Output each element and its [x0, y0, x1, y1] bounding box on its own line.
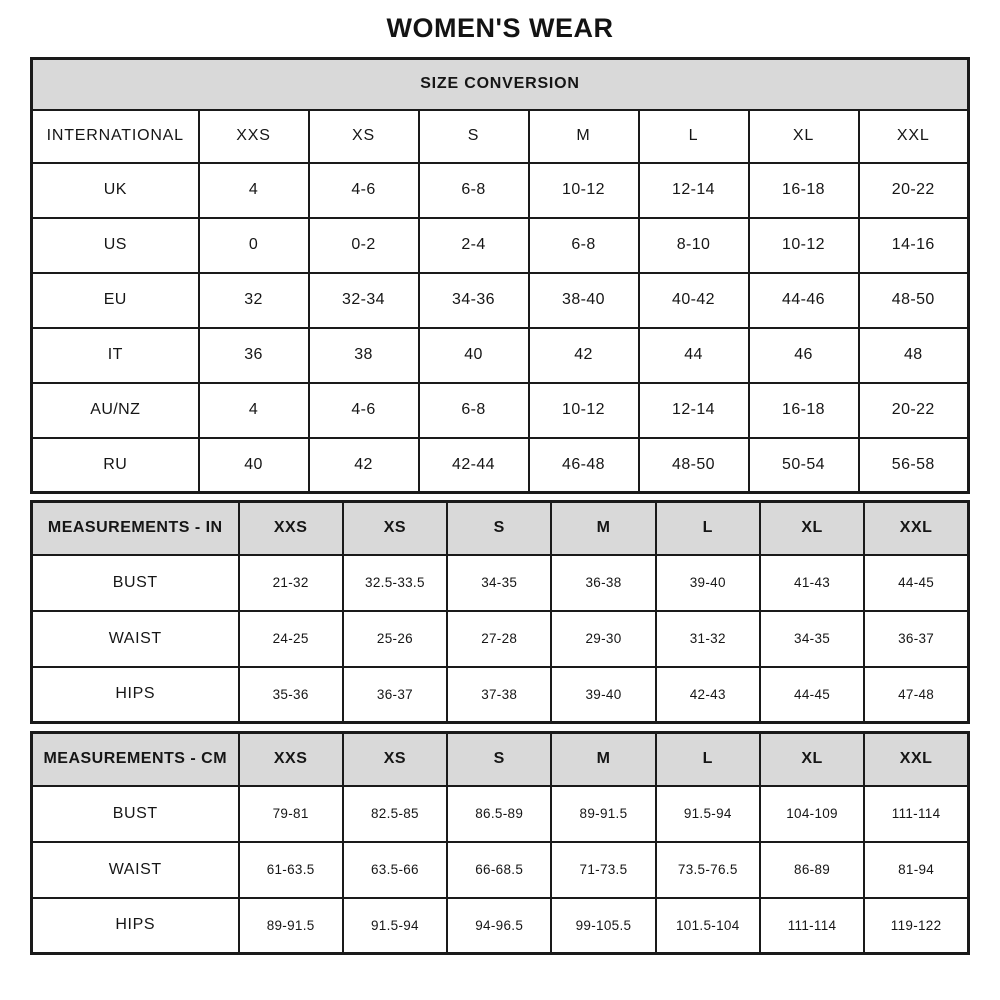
- column-header-l: L: [656, 733, 760, 786]
- size-conversion-table: [30, 57, 970, 494]
- column-header-s: S: [419, 110, 529, 163]
- size-cell: 4: [199, 163, 309, 218]
- table-row: [32, 502, 969, 555]
- measurement-cell: 44-45: [864, 555, 968, 611]
- size-cell: 2-4: [419, 218, 529, 273]
- measurement-cell: 34-35: [447, 555, 551, 611]
- column-header-xs: XS: [343, 733, 447, 786]
- measurement-cell: 82.5-85: [343, 786, 447, 842]
- measurement-cell: 21-32: [239, 555, 343, 611]
- size-cell: 8-10: [639, 218, 749, 273]
- column-header-s: S: [447, 733, 551, 786]
- measurements-in-header: MEASUREMENTS - IN: [32, 502, 239, 555]
- measurement-cell: 94-96.5: [447, 898, 551, 954]
- measurement-cell: 39-40: [656, 555, 760, 611]
- table-row: [32, 328, 969, 383]
- size-cell: 6-8: [529, 218, 639, 273]
- size-cell: 12-14: [639, 383, 749, 438]
- table-row: [32, 898, 969, 954]
- measurement-cell: 36-37: [864, 611, 968, 667]
- measurement-cell: 37-38: [447, 667, 551, 723]
- row-label-ru: RU: [32, 438, 199, 493]
- size-cell: 10-12: [529, 163, 639, 218]
- size-cell: 56-58: [859, 438, 969, 493]
- row-label-uk: UK: [32, 163, 199, 218]
- size-cell: 4: [199, 383, 309, 438]
- table-row: [32, 786, 969, 842]
- column-header-l: L: [639, 110, 749, 163]
- measurement-cell: 86-89: [760, 842, 864, 898]
- column-header-m: M: [529, 110, 639, 163]
- table-row: [32, 383, 969, 438]
- size-cell: 0-2: [309, 218, 419, 273]
- size-cell: 34-36: [419, 273, 529, 328]
- column-header-m: M: [551, 733, 655, 786]
- row-label-us: US: [32, 218, 199, 273]
- size-cell: 48-50: [859, 273, 969, 328]
- measurement-cell: 39-40: [551, 667, 655, 723]
- measurement-cell: 99-105.5: [551, 898, 655, 954]
- column-header-xxl: XXL: [859, 110, 969, 163]
- row-label-waist: WAIST: [32, 842, 239, 898]
- size-cell: 46: [749, 328, 859, 383]
- size-cell: 50-54: [749, 438, 859, 493]
- page-title: WOMEN'S WEAR: [386, 13, 614, 43]
- size-cell: 48: [859, 328, 969, 383]
- measurement-cell: 27-28: [447, 611, 551, 667]
- size-cell: 42-44: [419, 438, 529, 493]
- size-cell: 16-18: [749, 163, 859, 218]
- size-cell: 40-42: [639, 273, 749, 328]
- size-cell: 38-40: [529, 273, 639, 328]
- column-header-xxl: XXL: [864, 733, 968, 786]
- size-cell: 42: [529, 328, 639, 383]
- table-row: [32, 273, 969, 328]
- size-cell: 6-8: [419, 383, 529, 438]
- measurement-cell: 81-94: [864, 842, 968, 898]
- row-label-eu: EU: [32, 273, 199, 328]
- size-cell: 32: [199, 273, 309, 328]
- table-row: [32, 733, 969, 786]
- measurements-in-table: [30, 500, 970, 724]
- measurement-cell: 86.5-89: [447, 786, 551, 842]
- size-cell: 48-50: [639, 438, 749, 493]
- row-label-waist: WAIST: [32, 611, 239, 667]
- measurement-cell: 89-91.5: [239, 898, 343, 954]
- measurement-cell: 73.5-76.5: [656, 842, 760, 898]
- measurement-cell: 31-32: [656, 611, 760, 667]
- measurement-cell: 66-68.5: [447, 842, 551, 898]
- measurement-cell: 61-63.5: [239, 842, 343, 898]
- size-cell: 20-22: [859, 163, 969, 218]
- measurement-cell: 91.5-94: [656, 786, 760, 842]
- column-header-xl: XL: [749, 110, 859, 163]
- size-cell: 32-34: [309, 273, 419, 328]
- measurement-cell: 47-48: [864, 667, 968, 723]
- measurement-cell: 32.5-33.5: [343, 555, 447, 611]
- table-row: [32, 611, 969, 667]
- measurement-cell: 101.5-104: [656, 898, 760, 954]
- size-cell: 40: [419, 328, 529, 383]
- column-header-s: S: [447, 502, 551, 555]
- measurement-cell: 36-37: [343, 667, 447, 723]
- size-cell: 10-12: [529, 383, 639, 438]
- column-header-xxs: XXS: [199, 110, 309, 163]
- measurement-cell: 35-36: [239, 667, 343, 723]
- size-cell: 38: [309, 328, 419, 383]
- measurement-cell: 44-45: [760, 667, 864, 723]
- size-cell: 20-22: [859, 383, 969, 438]
- size-cell: 46-48: [529, 438, 639, 493]
- measurement-cell: 25-26: [343, 611, 447, 667]
- table-row: [32, 218, 969, 273]
- row-label-hips: HIPS: [32, 898, 239, 954]
- size-cell: 4-6: [309, 383, 419, 438]
- measurement-cell: 42-43: [656, 667, 760, 723]
- size-cell: 0: [199, 218, 309, 273]
- table-row: [32, 555, 969, 611]
- size-cell: 42: [309, 438, 419, 493]
- measurement-cell: 24-25: [239, 611, 343, 667]
- measurement-cell: 34-35: [760, 611, 864, 667]
- size-cell: 44: [639, 328, 749, 383]
- measurements-cm-table: [30, 731, 970, 955]
- column-header-xxl: XXL: [864, 502, 968, 555]
- measurement-cell: 36-38: [551, 555, 655, 611]
- size-cell: 10-12: [749, 218, 859, 273]
- table-row: [32, 110, 969, 163]
- measurement-cell: 119-122: [864, 898, 968, 954]
- row-label-aunz: AU/NZ: [32, 383, 199, 438]
- size-cell: 4-6: [309, 163, 419, 218]
- size-cell: 44-46: [749, 273, 859, 328]
- table-row: [32, 842, 969, 898]
- measurement-cell: 111-114: [864, 786, 968, 842]
- row-label-bust: BUST: [32, 786, 239, 842]
- size-cell: 36: [199, 328, 309, 383]
- table-row: [32, 59, 969, 110]
- measurement-cell: 29-30: [551, 611, 655, 667]
- measurement-cell: 91.5-94: [343, 898, 447, 954]
- column-header-xxs: XXS: [239, 733, 343, 786]
- measurement-cell: 71-73.5: [551, 842, 655, 898]
- table-row: [32, 667, 969, 723]
- column-header-xl: XL: [760, 502, 864, 555]
- row-label-bust: BUST: [32, 555, 239, 611]
- column-header-xs: XS: [343, 502, 447, 555]
- table-row: [32, 438, 969, 493]
- measurements-cm-header: MEASUREMENTS - CM: [32, 733, 239, 786]
- size-cell: 40: [199, 438, 309, 493]
- measurement-cell: 41-43: [760, 555, 864, 611]
- size-cell: 14-16: [859, 218, 969, 273]
- column-header-l: L: [656, 502, 760, 555]
- column-header-xxs: XXS: [239, 502, 343, 555]
- size-conversion-header: SIZE CONVERSION: [32, 59, 969, 110]
- row-label-hips: HIPS: [32, 667, 239, 723]
- measurement-cell: 111-114: [760, 898, 864, 954]
- row-label-it: IT: [32, 328, 199, 383]
- measurement-cell: 89-91.5: [551, 786, 655, 842]
- column-header-m: M: [551, 502, 655, 555]
- column-header-international: INTERNATIONAL: [32, 110, 199, 163]
- size-cell: 12-14: [639, 163, 749, 218]
- measurement-cell: 79-81: [239, 786, 343, 842]
- table-row: [32, 163, 969, 218]
- column-header-xl: XL: [760, 733, 864, 786]
- column-header-xs: XS: [309, 110, 419, 163]
- size-cell: 6-8: [419, 163, 529, 218]
- measurement-cell: 63.5-66: [343, 842, 447, 898]
- size-cell: 16-18: [749, 383, 859, 438]
- measurement-cell: 104-109: [760, 786, 864, 842]
